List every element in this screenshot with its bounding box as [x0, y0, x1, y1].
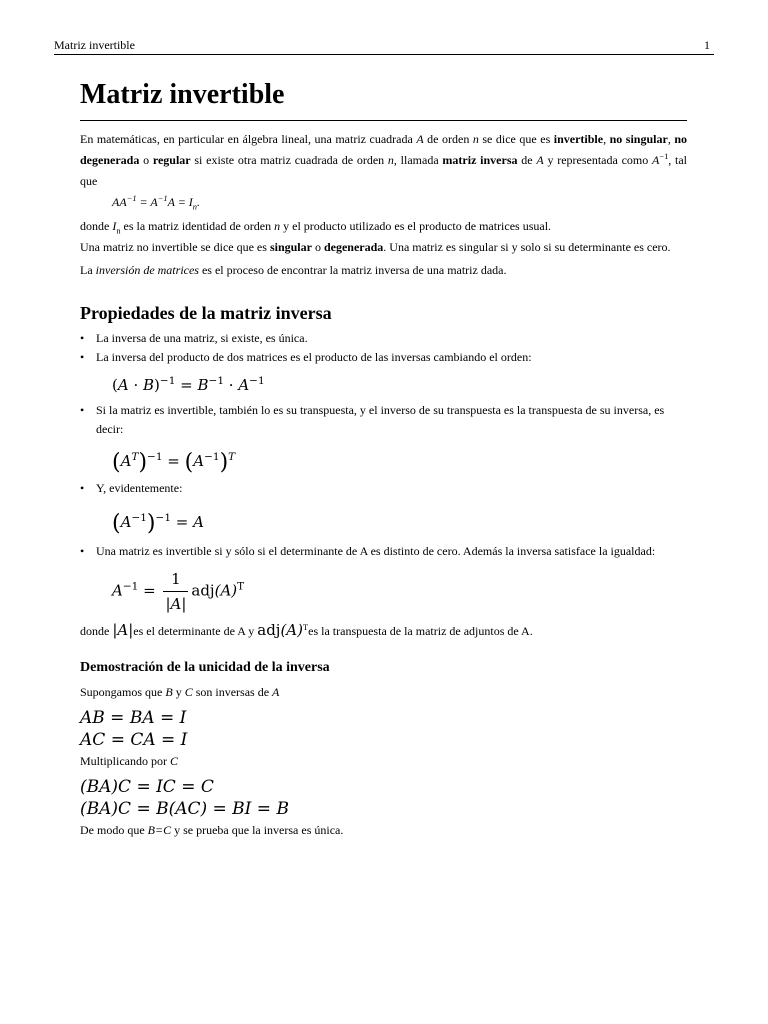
inverse-definition-equation: $AA^{-1} = A^{-1}A = I_n$.	[112, 194, 200, 212]
property-item: • Si la matriz es invertible, también lo es su transpuesta, y el inverso de su transpuesta es la transpuesta de su inversa, es decir:	[80, 401, 687, 439]
suppose-paragraph: Supongamos que B y C son inversas de A	[80, 685, 280, 699]
identity-note: donde $I_n$ es la matriz identidad de orden n y el producto utilizado es el producto de matrices usual.	[80, 219, 552, 236]
equation-ab: AB = BA = I	[80, 708, 187, 728]
property-item: • Y, evidentemente:	[80, 479, 687, 498]
properties-list	[80, 329, 687, 367]
section-heading-properties: Propiedades de la matriz inversa	[80, 303, 332, 323]
formula-transpose-inverse: $(A^T)^{-1} = (A^{-1})^T$	[112, 450, 236, 475]
intro-paragraph: En matemáticas, en particular en álgebra lineal, una matriz cuadrada A de orden n se dice que es invertible, no singular, no degenerada o regular si existe otra matriz cuadrada de orden n, llamada matriz inversa de A y representada como $A^{-1}$, tal que	[80, 132, 688, 188]
page-number: 1	[704, 38, 710, 52]
properties-list-cont	[80, 401, 687, 439]
equation-ac: AC = CA = I	[80, 730, 188, 750]
page-title: Matriz invertible	[80, 76, 687, 121]
running-header-title: Matriz invertible	[54, 38, 135, 52]
formula-adjugate-inverse: $A^{-1}$ = $\frac{1}{|A|}$ $adj(A)^T$	[112, 567, 687, 616]
multiplying-paragraph: Multiplicando por C	[80, 754, 179, 768]
adjugate-note: donde |A|es el determinante de A y $adj(A)^Tes$ la transpuesta de la matriz de adjuntos de A.	[80, 621, 533, 639]
running-header	[54, 38, 714, 55]
property-item: • Una matriz es invertible si y sólo si el determinante de A es distinto de cero. Además la inversa satisface la igualdad:	[80, 542, 687, 561]
property-item: • La inversa del producto de dos matrices es el producto de las inversas cambiando el orden:	[80, 348, 687, 367]
section-heading-uniqueness: Demostración de la unicidad de la inversa	[80, 660, 330, 675]
equation-bac-2: (BA)C = B(AC) = BI = B	[80, 799, 289, 819]
properties-list-cont	[80, 542, 687, 561]
formula-double-inverse: $(A^{-1})^{-1} = A$	[112, 511, 204, 536]
non-invertible-paragraph: Una matriz no invertible se dice que es singular o degenerada. Una matriz es singular si y solo si su determinante es cero.	[80, 240, 671, 254]
equation-bac-1: (BA)C = IC = C	[80, 777, 214, 797]
inversion-paragraph: La inversión de matrices es el proceso de encontrar la matriz inversa de una matriz dada.	[80, 263, 507, 277]
article-content	[80, 76, 687, 841]
properties-list-cont	[80, 479, 687, 498]
formula-product-inverse: $(A \cdot B)^{-1} = B^{-1} \cdot A^{-1}$	[112, 375, 265, 394]
property-item: • La inversa de una matriz, si existe, es única.	[80, 329, 687, 348]
conclusion-paragraph: De modo que B=C y se prueba que la inversa es única.	[80, 823, 344, 837]
